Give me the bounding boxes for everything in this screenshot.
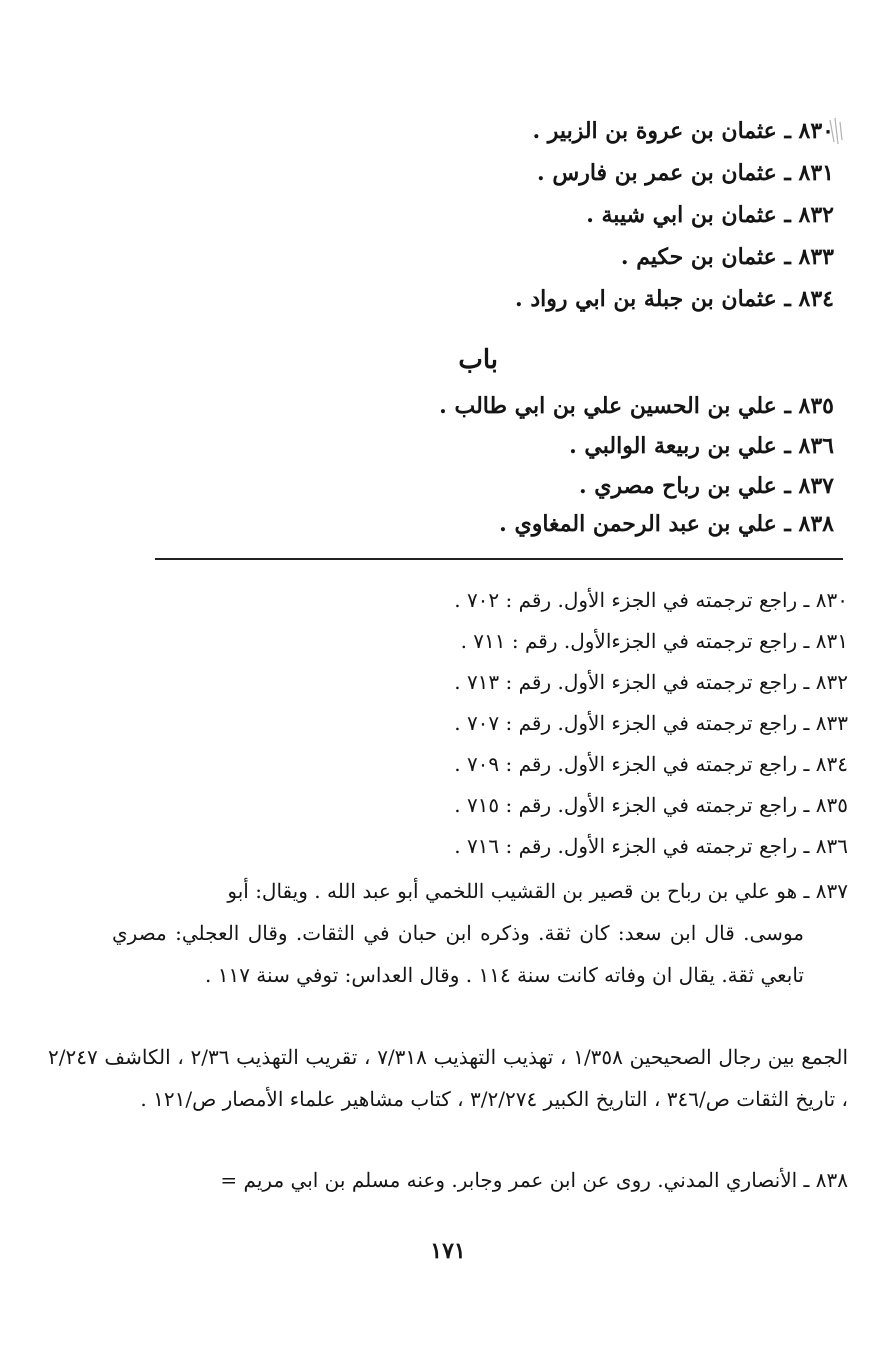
entry-830: ٨٣٠ ـ عثمان بن عروة بن الزبير . xyxy=(532,118,834,144)
footnote-837-body: موسى. قال ابن سعد: كان ثقة. وذكره ابن حبان في الثقات. وقال العجلي: مصري تابعي ثقة. يقال ان وفاته كانت سنة ١١٤ . وقال العداس: توفي سنة ١١٧ . xyxy=(112,921,804,987)
footnote-833: ٨٣٣ ـ راجع ترجمته في الجزء الأول. رقم : ٧٠٧ . xyxy=(454,711,848,735)
footnote-divider xyxy=(155,558,843,560)
footnote-831: ٨٣١ ـ راجع ترجمته في الجزءالأول. رقم : ٧١١ . xyxy=(460,629,848,653)
entry-832: ٨٣٢ ـ عثمان بن ابي شيبة . xyxy=(586,202,834,228)
footnote-834: ٨٣٤ ـ راجع ترجمته في الجزء الأول. رقم : ٧٠٩ . xyxy=(454,752,848,776)
footnote-835: ٨٣٥ ـ راجع ترجمته في الجزء الأول. رقم : ٧١٥ . xyxy=(454,793,848,817)
entry-833: ٨٣٣ ـ عثمان بن حكيم . xyxy=(620,244,834,270)
entry-837: ٨٣٧ ـ علي بن رباح مصري . xyxy=(578,473,834,499)
footnote-832: ٨٣٢ ـ راجع ترجمته في الجزء الأول. رقم : ٧١٣ . xyxy=(454,670,848,694)
entry-835: ٨٣٥ ـ علي بن الحسين علي بن ابي طالب . xyxy=(439,393,834,419)
footnote-836: ٨٣٦ ـ راجع ترجمته في الجزء الأول. رقم : ٧١٦ . xyxy=(454,834,848,858)
section-heading: باب xyxy=(458,345,498,375)
footnote-838: ٨٣٨ ـ الأنصاري المدني. روى عن ابن عمر وجابر. وعنه مسلم بن ابي مريم = xyxy=(220,1168,848,1192)
entry-834: ٨٣٤ ـ عثمان بن جبلة بن ابي رواد . xyxy=(515,286,834,312)
entry-831: ٨٣١ ـ عثمان بن عمر بن فارس . xyxy=(537,160,834,186)
footnote-837-references: الجمع بين رجال الصحيحين ١/٣٥٨ ، تهذيب التهذيب ٧/٣١٨ ، تقريب التهذيب ٢/٣٦ ، الكاشف ٢/٢٤٧ ، تاريخ الثقات ص/٣٤٦ ، التاريخ الكبير ٣/٢/٢٧٤ ، كتاب مشاهير علماء الأمصار ص/١٢١ . xyxy=(48,1045,849,1111)
entry-838: ٨٣٨ ـ علي بن عبد الرحمن المغاوي . xyxy=(499,511,834,537)
footnote-837-first-line: ٨٣٧ ـ هو علي بن رباح بن قصير بن القشيب اللخمي أبو عبد الله . ويقال: أبو xyxy=(227,879,848,903)
page-number: ١٧١ xyxy=(430,1238,466,1264)
entry-836: ٨٣٦ ـ علي بن ربيعة الوالبي . xyxy=(569,433,834,459)
footnote-830: ٨٣٠ ـ راجع ترجمته في الجزء الأول. رقم : ٧٠٢ . xyxy=(454,588,848,612)
